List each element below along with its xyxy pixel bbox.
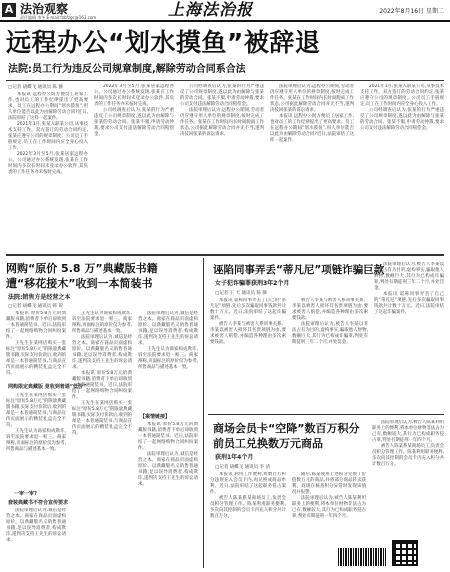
barcode-image (338, 548, 386, 566)
paragraph: 随后,陈某使用上述积分兑换了价值数万元的商品,并将部分商品转卖获利。商场在核查积分异常时发现该情况并报警。 (292, 472, 366, 495)
points-headline-line1: 商场会员卡“空降”数百万积分 (213, 422, 360, 435)
paragraph: 王先生认为商家构成欺诈,诉至法院要求退一赔三。商家辩称,页面标注的原价仅为参考,所售商品与描述基本一致。 (72, 311, 132, 334)
paragraph: 本报讯 谎称同事弄丢了自己的“蒂凡尼”项链,先后多次骗取同事钱款共计数十万元。近日,法院审结了这起诈骗案件。 (210, 298, 286, 321)
books-subhead: 法院:销售方是经营之本 (8, 294, 71, 301)
main-headline: 远程办公“划水摸鱼”被辞退 (6, 28, 321, 57)
scam-headline: 诬陷同事弄丢“蒂凡尼”项链诈骗巨款 (213, 264, 385, 276)
main-byline: □记者 胡蝶飞 通讯员 陈 静 (8, 85, 63, 90)
points-subhead: 获刑1年4个月 (215, 454, 254, 461)
books-headline-line1: 网购“原价 5.8 万”典藏版书籍 (6, 262, 158, 275)
books-headline-line2: 遭“移花接木”收到一本简装书 (6, 277, 153, 290)
scam-column-1 (210, 298, 286, 410)
scam-subhead: 女子犯诈骗罪获刑3年2个月 (215, 280, 290, 287)
main-column-2 (94, 84, 174, 250)
paragraph: 本报讯 原价5.8万元的典藏版书籍,消费者下单后却收到一本普通简装书。近日,法院审结了一起网络购物合同纠纷案件。 (138, 422, 198, 451)
scam-byline: □记者 王 天 通讯员 陈 静 (215, 291, 267, 296)
section-editor: 责任编辑 李冬 E-mail:fzbfzgc@163.com (20, 15, 97, 20)
paragraph: 本报讯 原价5.8万元的典藏版书籍,消费者下单后却收到一本普通简装书。近日,法院审结了一起网络购物合同纠纷案件。 (6, 311, 66, 340)
paragraph: 王先生认为商家构成欺诈,诉至法院要求退一赔三。商家辩称,页面标注的原价仅为参考,所售商品与描述基本一致。 (138, 347, 198, 370)
points-column-1 (210, 472, 286, 568)
main-subheadline: 法院:员工行为违反公司规章制度,解除劳动合同系合法 (8, 64, 246, 75)
paragraph: 本报讯 原价5.8万元的典藏版书籍,消费者下单后却收到一本普通简装书。近日,法院审结了一起网络购物合同纠纷案件。 (72, 371, 132, 400)
paragraph: 公司经调查后认为,张某的行为严重违反了公司规章制度,遂以此为由解除与张某的劳动合同。张某不服,申请劳动仲裁,要求公司支付违法解除劳动合同赔偿金。 (94, 108, 174, 137)
section-divider (6, 254, 444, 256)
paragraph: 本报讯 谎称同事弄丢了自己的“蒂凡尼”项链,先后多次骗取同事钱款共计数十万元。近日,法院审结了这起诈骗案件。 (374, 292, 444, 315)
paragraph: 法院审理后认为,诚信是经营之本。商家在商品页面虚构原价、以典藏版名义销售普通书籍,足以误导消费者,构成欺诈,遂判决支持王先生的诉讼请求。 (72, 335, 132, 370)
paragraph: 本报讯 利用工作便利,将数百万积分违规充入会员卡内,再兑换成商品牟利。近日,法院审结了这起职务侵占案件。 (210, 472, 286, 495)
paragraph: 法院审理后认为,诚信是经营之本。商家在商品页面虚构原价、以典藏版名义销售普通书籍,足以误导消费者,构成欺诈,遂判决支持王先生的诉讼请求。 (138, 311, 198, 346)
column-divider (203, 258, 204, 568)
points-headline-line2: 前员工兑换数万元商品 (213, 437, 323, 450)
divider (6, 80, 444, 81)
paragraph: 王先生在某网店购买一套标注“原价5.8万元”的限量典藏版书籍,实际支付价款后,收到的却是一本普通简装书,与商品宣传页面展示的精装礼盒完全不符。 (6, 393, 66, 428)
paragraph: 法院审理后认为,诚信是经营之本。商家在商品页面虚构原价、以典藏版名义销售普通书籍,足以误导消费者,构成欺诈,遂判决支持王先生的诉讼请求。 (138, 452, 198, 487)
paragraph: 法院审理后认为,远程办公期间,劳动者仍应遵守用人单位的规章制度,按时完成工作任务。张某在工作时间内长时间脱离工作状态,公司据此解除劳动合同并无不当,遂判决驳回张某的诉讼请求。 (180, 108, 264, 137)
books-subsection-2: 一审一审? (14, 491, 37, 497)
paragraph: 王先生在某网店购买一套标注“原价5.8万元”的限量典藏版书籍,实际支付价款后,收到的却是一本普通简装书,与商品宣传页面展示的精装礼盒完全不符。 (6, 341, 66, 376)
paragraph: 法院审理后认为,被告人陈某利用职务上的便利,将本单位财物非法占为己有,数额较大,其行为已构成职务侵占罪,判处有期徒刑一年四个月。 (372, 420, 444, 443)
books-column-2 (72, 311, 132, 568)
paragraph: 公司经调查后认为,张某的行为严重违反了公司规章制度,遂以此为由解除与张某的劳动合同。张某不服,申请劳动仲裁,要求公司支付违法解除劳动合同赔偿金。 (360, 108, 444, 131)
books-byline: □记者 胡蝶飞 通讯员 韩 锐 (8, 304, 63, 309)
newspaper-title: 上海法治报 (168, 0, 254, 19)
section-name: 法治观察 (20, 2, 69, 16)
points-byline: □记者 胡蝶飞 通讯员 李 清 (215, 465, 270, 470)
paragraph: 2021年1月,张某入职某公司,从事技术支持工作。双方签订的劳动合同约定,张某应遵守公司的规章制度。公司员工手册规定,员工在工作时间内应全身心投入工作。 (360, 84, 444, 107)
points-column-3 (372, 420, 444, 534)
books-column-1a (6, 311, 66, 381)
paragraph: 王先生在某网店购买一套标注“原价5.8万元”的限量典藏版书籍,实际支付价款后,收到的却是一本普通简装书,与商品宣传页面展示的精装礼盒完全不符。 (72, 401, 132, 436)
books-subsection-3: 套装典藏书不符合宣传要求 (8, 500, 69, 506)
books-column-1c (6, 508, 66, 568)
main-column-3 (180, 84, 264, 250)
paragraph: 法院审理后认为,诚信是经营之本。商家在商品页面虚构原价、以典藏版名义销售普通书籍,足以误导消费者,构成欺诈,遂判决支持王先生的诉讼请求。 (6, 508, 66, 543)
books-subsection-1: 网购限定典藏版 竟收到普通“低价” (8, 384, 87, 390)
paragraph: 法院审理后认为,远程办公期间,劳动者仍应遵守用人单位的规章制度,按时完成工作任务。张某在工作时间内长时间脱离工作状态,公司据此解除劳动合同并无不当,遂判决驳回张某的诉讼请求。 (270, 84, 354, 113)
paragraph: 本报讯 远程办公既方便员工居家工作,也对员工的工作纪律提出了更高要求。员工在远程办公期间“划水摸鱼”,用人单位能否以此为由解除劳动合同?近日,法院审结了这样一起案件。 (270, 114, 354, 143)
qr-code-image (392, 540, 418, 566)
main-column-4 (270, 84, 354, 250)
paragraph: 2021年1月,张某入职某公司,从事技术支持工作。双方签订的劳动合同约定,张某应遵守公司的规章制度。公司员工手册规定,员工在工作时间内应全身心投入工作。 (8, 122, 88, 151)
books-column-3b (138, 422, 198, 568)
paragraph: 2022年3月至5月,张某居家远程办公。公司通过办公系统发现,张某在工作时间内多次长时间未登录办公软件,其负责的工作任务亦未按时完成。 (8, 152, 88, 175)
paragraph: 法院审理后认为,被告人李某以非法占有为目的,虚构事实,骗取他人财物,数额巨大,其行为已构成诈骗罪,判处有期徒刑三年二个月,并处罚金。 (374, 262, 444, 291)
scam-column-2 (292, 298, 368, 410)
books-column-1b (6, 393, 66, 489)
paragraph: 被告人陈某系某商场员工,负责会员积分管理工作。陈某利用职务便利,多次向其控制的会员卡内充入积分共计数百万分。 (372, 444, 444, 467)
main-column-1 (8, 92, 88, 250)
main-column-5 (360, 84, 444, 250)
paragraph: 2022年3月至5月,张某居家远程办公。公司通过办公系统发现,张某在工作时间内多次长时间未登录办公软件,其负责的工作任务亦未按时完成。 (94, 84, 174, 107)
books-column-3 (138, 311, 198, 411)
paragraph: 被告人陈某系某商场员工,负责会员积分管理工作。陈某利用职务便利,多次向其控制的会员卡内充入积分共计数百万分。 (210, 496, 286, 519)
section-divider (208, 414, 444, 415)
paragraph: 本报讯 远程办公既方便员工居家工作,也对员工的工作纪律提出了更高要求。员工在远程办公期间“划水摸鱼”,用人单位能否以此为由解除劳动合同?近日,法院审结了这样一起案件。 (8, 92, 88, 121)
paragraph: 法院审理后认为,被告人李某以非法占有为目的,虚构事实,骗取他人财物,数额巨大,其行为已构成诈骗罪,判处有期徒刑三年二个月,并处罚金。 (292, 322, 368, 345)
paragraph: 法院审理后认为,被告人陈某利用职务上的便利,将本单位财物非法占为己有,数额较大,其行为已构成职务侵占罪,判处有期徒刑一年四个月。 (292, 496, 366, 519)
scam-column-3 (374, 262, 444, 410)
masthead (0, 0, 450, 22)
section-badge: A (2, 3, 16, 17)
paragraph: 被告人李某与被害人系同事关系。李某以被害人损坏其名贵项链为由,要求被害人赔偿,并编造各种理由多次索要钱款。 (210, 322, 286, 345)
paragraph: 王先生认为商家构成欺诈,诉至法院要求退一赔三。商家辩称,页面标注的原价仅为参考,所售商品与描述基本一致。 (6, 429, 66, 452)
paragraph: 公司经调查后认为,张某的行为严重违反了公司规章制度,遂以此为由解除与张某的劳动合同。张某不服,申请劳动仲裁,要求公司支付违法解除劳动合同赔偿金。 (180, 84, 264, 107)
paragraph: 被告人李某与被害人系同事关系。李某以被害人损坏其名贵项链为由,要求被害人赔偿,并编造各种理由多次索要钱款。 (292, 298, 368, 321)
books-note: 【案情链接】 (140, 414, 171, 420)
issue-date: 2022年8月16日 星期二 (379, 8, 444, 15)
